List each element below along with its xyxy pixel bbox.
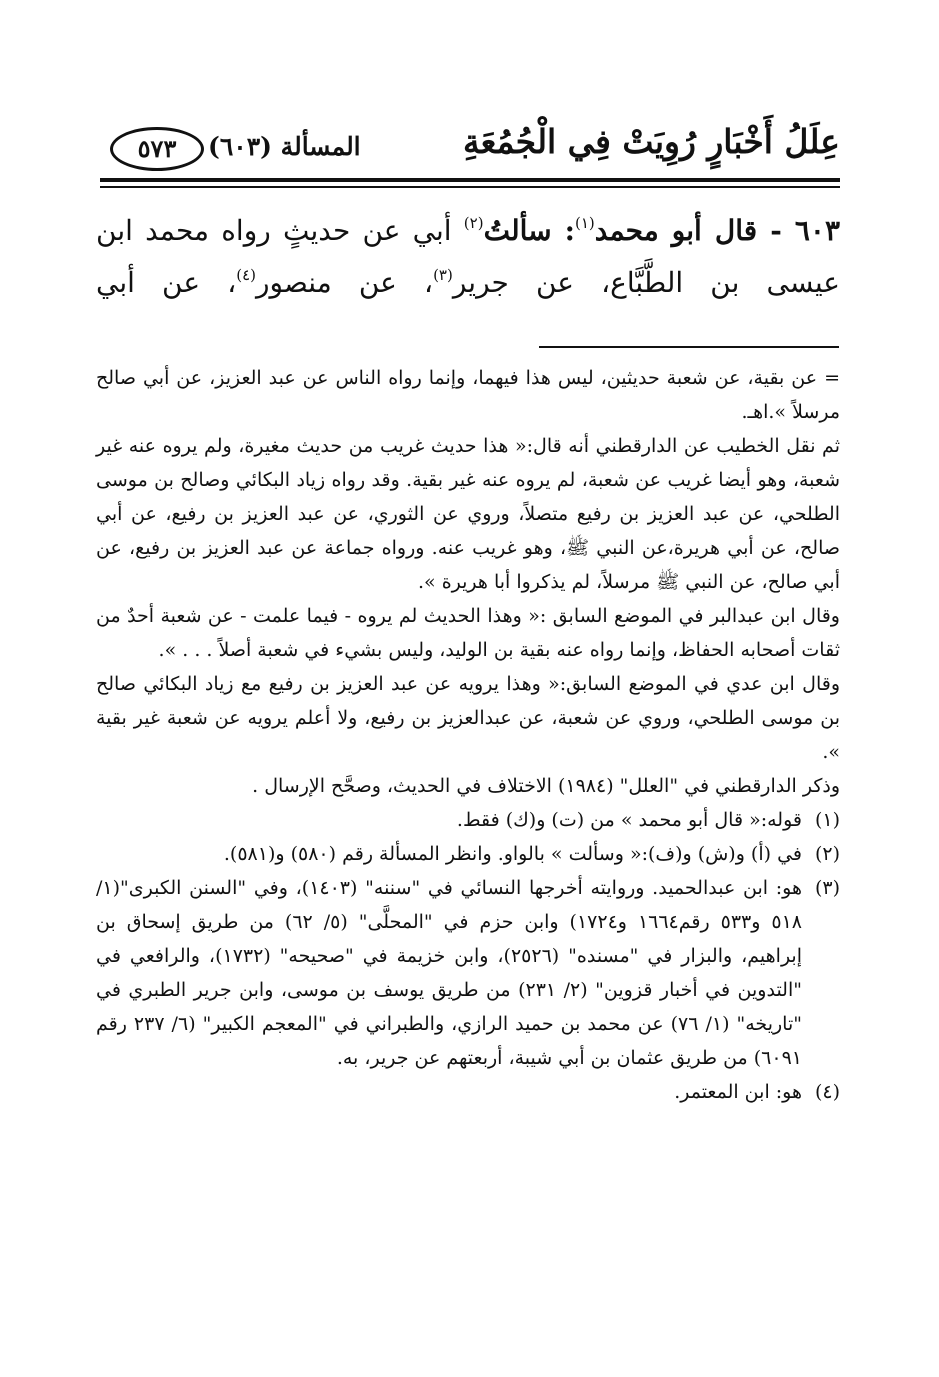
main-text-segment: ، عن منصور: [256, 266, 434, 299]
footnote-ref: (٣): [433, 266, 453, 284]
continuation-paragraph: ثم نقل الخطيب عن الدارقطني أنه قال:« هذا حديث غريب من حديث مغيرة، ولم يروه عنه غير شعبة، وهو أيضا غريب عن شعبة، لم يروه عنه غير بقية. وقد رواه زياد البكائي وصالح بن موسى الطلحي، عن عبد العزيز بن رفيع متصلاً، وروي عن الثوري، عن عبد العزيز بن رفيع، عن أبي صالح، عن أبي هريرة،عن النبي ﷺ، وهو غريب عنه. ورواه جماعة عن عبد العزيز بن رفيع، عن أبي صالح، عن النبي ﷺ مرسلاً، لم يذكروا أبا هريرة ».: [96, 435, 840, 593]
footnote-mark: (١): [814, 809, 840, 831]
continuation-paragraph: وقال ابن عبدالبر في الموضع السابق :« وهذا الحديث لم يروه - فيما علمت - عن شعبة أحدٌ من ثقات أصحابه الحفاظ، وإنما رواه عنه بقية بن الوليد، وليس بشيء في شعبة أصلاً . . . ».: [96, 605, 840, 661]
footnote-mark: (٣): [814, 877, 840, 899]
main-text-segment: ، عن أبي: [96, 266, 237, 299]
footnote-ref: (٢): [463, 214, 484, 232]
footnote-item: [96, 1075, 840, 1109]
page-number-badge: ٥٧٣: [110, 127, 204, 171]
footnote-ref: (٤): [236, 266, 257, 284]
footnotes-area: [96, 361, 840, 1109]
continuation-paragraph: وقال ابن عدي في الموضع السابق:« وهذا يرويه عن عبد العزيز بن رفيع مع زياد البكائي صالح بن موسى الطلحي، وروي عن شعبة، عن عبدالعزيز بن رفيع، ولا أعلم يرويه عن شعبة غير بقية ».: [96, 673, 840, 763]
footnote-text: هو: ابن المعتمر.: [674, 1081, 802, 1103]
footnote-separator: [539, 346, 839, 348]
footnote-mark: (٢): [814, 843, 840, 865]
issue-paragraph: [96, 205, 840, 309]
main-text-segment: أبي عن حديثٍ رواه محمد ابن عيسى بن الطَّبَّاع، عن جرير: [96, 214, 840, 299]
footnote-item: [96, 837, 840, 871]
main-text-segment: قال أبو محمد: [594, 214, 771, 247]
footnote-text: في (أ) و(ش) و(ف):« وسألت » بالواو. وانظر المسألة رقم (٥٨٠) و(٥٨١).: [223, 843, 802, 865]
main-text: [96, 205, 840, 309]
footnote-text: هو: ابن عبدالحميد. وروايته أخرجها النسائي في "سننه" (١٤٠٣)، وفي "السنن الكبرى"(١/ ٥١٨ و٥٣٣ رقم١٦٦٤ و١٧٢٤) وابن حزم في "المحلَّى" (٥/ ٦٢) من طريق إسحاق بن إبراهيم، والبزار في "مسنده" (٢٥٢٦)، وابن خزيمة في "صحيحه" (١٧٣٢)، والرافعي في "التدوين في أخبار قزوين" (٢/ ٢٣١) من طريق يوسف بن موسى، وابن جرير الطبري في "تاريخه" (١/ ٧٦) عن محمد بن حميد الرازي، والطبراني في "المعجم الكبير" (٦/ ٢٣٧ رقم ٦٠٩١) من طريق عثمان بن أبي شيبة، أربعتهم عن جرير، به.: [96, 877, 803, 1069]
main-text-segment: : سألتُ: [483, 214, 575, 247]
issue-number: ٦٠٣ -: [770, 214, 841, 247]
footnote-item: [96, 803, 840, 837]
continuation-paragraph: وذكر الدارقطني في "العلل" (١٩٨٤) الاختلاف في الحديث، وصحَّح الإرسال .: [252, 775, 840, 797]
header-rule-thin: [100, 186, 840, 188]
footnote-mark: (٤): [814, 1081, 840, 1103]
continuation-paragraph: = عن بقية، عن شعبة حديثين، ليس هذا فيهما، وإنما رواه الناس عن عبد العزيز، عن أبي صالح مرسلاً ».اهـ.: [96, 367, 840, 423]
footnote-ref: (١): [575, 214, 595, 232]
header-rule-thick: [100, 178, 840, 182]
book-title: عِلَلُ أَخْبَارٍ رُوِيَتْ فِي الْجُمُعَةِ: [462, 122, 840, 161]
footnote-text: قوله:« قال أبو محمد » من (ت) و(ك) فقط.: [456, 809, 802, 831]
running-header: [100, 118, 840, 174]
footnote-item: [96, 871, 840, 1075]
issue-label: المسألة (٦٠٣): [208, 132, 361, 161]
